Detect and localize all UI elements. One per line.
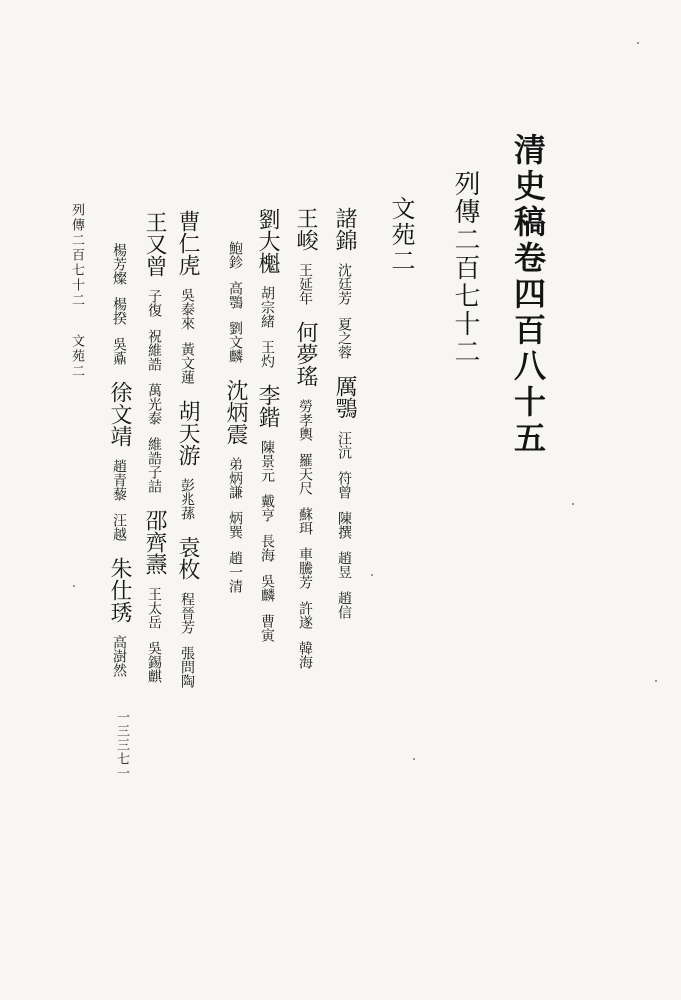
appended-name: 彭兆蓀 — [179, 478, 195, 520]
appended-name: 吳鼒 — [111, 337, 127, 365]
biography-name: 王又曾 — [142, 211, 167, 277]
section-heading: 文苑二 — [387, 196, 415, 274]
biography-name: 諸錦 — [332, 207, 357, 251]
chapter-subtitle: 列傳二百七十二 — [450, 170, 480, 366]
appended-name: 陳景元 — [259, 440, 275, 482]
appended-name: 韓海 — [297, 641, 313, 669]
scan-speck — [572, 503, 574, 505]
appended-name: 維誥子詰 — [146, 437, 162, 493]
biography-name: 李鍇 — [255, 384, 280, 428]
appended-name: 程晉芳 — [179, 592, 195, 634]
biography-name: 何夢瑤 — [293, 321, 318, 387]
appended-name: 楊芳燦 — [111, 243, 127, 285]
appended-name: 汪沆 — [336, 431, 352, 459]
biography-name: 袁枚 — [175, 536, 200, 580]
running-head-chapter: 列傳二百七十二 — [69, 203, 84, 308]
scan-speck — [371, 574, 373, 576]
scan-speck — [655, 680, 657, 682]
appended-name: 黃文蓮 — [179, 342, 195, 384]
appended-name: 趙青藜 — [111, 459, 127, 501]
appended-name: 符曾 — [336, 471, 352, 499]
appended-name: 趙昱 — [336, 551, 352, 579]
biography-name: 厲鶚 — [332, 375, 357, 419]
biography-name: 胡天游 — [175, 400, 200, 466]
biography-name: 曹仁虎 — [175, 210, 200, 276]
name-column-4 — [224, 241, 246, 593]
appended-name: 吳錫麒 — [146, 641, 162, 683]
appended-name: 陳撰 — [336, 511, 352, 539]
scan-speck — [73, 585, 75, 587]
appended-name: 夏之蓉 — [336, 317, 352, 359]
appended-name: 沈廷芳 — [336, 263, 352, 305]
appended-name: 楊揆 — [111, 297, 127, 325]
biography-name: 邵齊燾 — [142, 509, 167, 575]
name-column-2 — [294, 207, 316, 669]
appended-name: 弟炳謙 — [227, 457, 243, 499]
appended-name: 汪越 — [111, 513, 127, 541]
appended-name: 子復 — [146, 289, 162, 317]
name-column-1 — [333, 207, 355, 619]
appended-name: 高鶚 — [227, 281, 243, 309]
appended-name: 張問陶 — [179, 646, 195, 688]
biography-name: 王峻 — [293, 207, 318, 251]
name-column-3 — [256, 208, 278, 642]
appended-name: 高澍然 — [111, 635, 127, 677]
biography-name: 沈炳震 — [223, 379, 248, 445]
name-column-6 — [143, 211, 165, 683]
appended-name: 吳泰來 — [179, 288, 195, 330]
appended-name: 萬光泰 — [146, 383, 162, 425]
appended-name: 車騰芳 — [297, 547, 313, 589]
appended-name: 許遂 — [297, 601, 313, 629]
appended-name: 長海 — [259, 534, 275, 562]
appended-name: 蘇珥 — [297, 507, 313, 535]
appended-name: 祝維誥 — [146, 329, 162, 371]
biography-name: 徐文靖 — [107, 381, 132, 447]
appended-name: 劉文麟 — [227, 321, 243, 363]
appended-name: 炳巽 — [227, 511, 243, 539]
name-column-7 — [108, 243, 130, 677]
appended-name: 王灼 — [259, 340, 275, 368]
appended-name: 吳麟 — [259, 574, 275, 602]
running-head-section: 文苑二 — [69, 334, 84, 379]
appended-name: 王延年 — [297, 263, 313, 305]
appended-name: 趙一清 — [227, 551, 243, 593]
appended-name: 勞孝輿 — [297, 399, 313, 441]
appended-name: 胡宗緒 — [259, 286, 275, 328]
appended-name: 羅天尺 — [297, 453, 313, 495]
biography-name: 劉大櫆 — [255, 208, 280, 274]
volume-title: 清史稿卷四百八十五 — [509, 133, 547, 457]
appended-name: 王太岳 — [146, 587, 162, 629]
biography-name: 朱仕琇 — [107, 557, 132, 623]
scan-speck — [637, 42, 639, 44]
scan-speck — [413, 758, 415, 760]
appended-name: 趙信 — [336, 591, 352, 619]
page-number: 一三三七一 — [114, 710, 129, 780]
appended-name: 鮑鉁 — [227, 241, 243, 269]
appended-name: 戴亨 — [259, 494, 275, 522]
running-head — [70, 203, 83, 379]
name-column-5 — [176, 210, 198, 688]
appended-name: 曹寅 — [259, 614, 275, 642]
